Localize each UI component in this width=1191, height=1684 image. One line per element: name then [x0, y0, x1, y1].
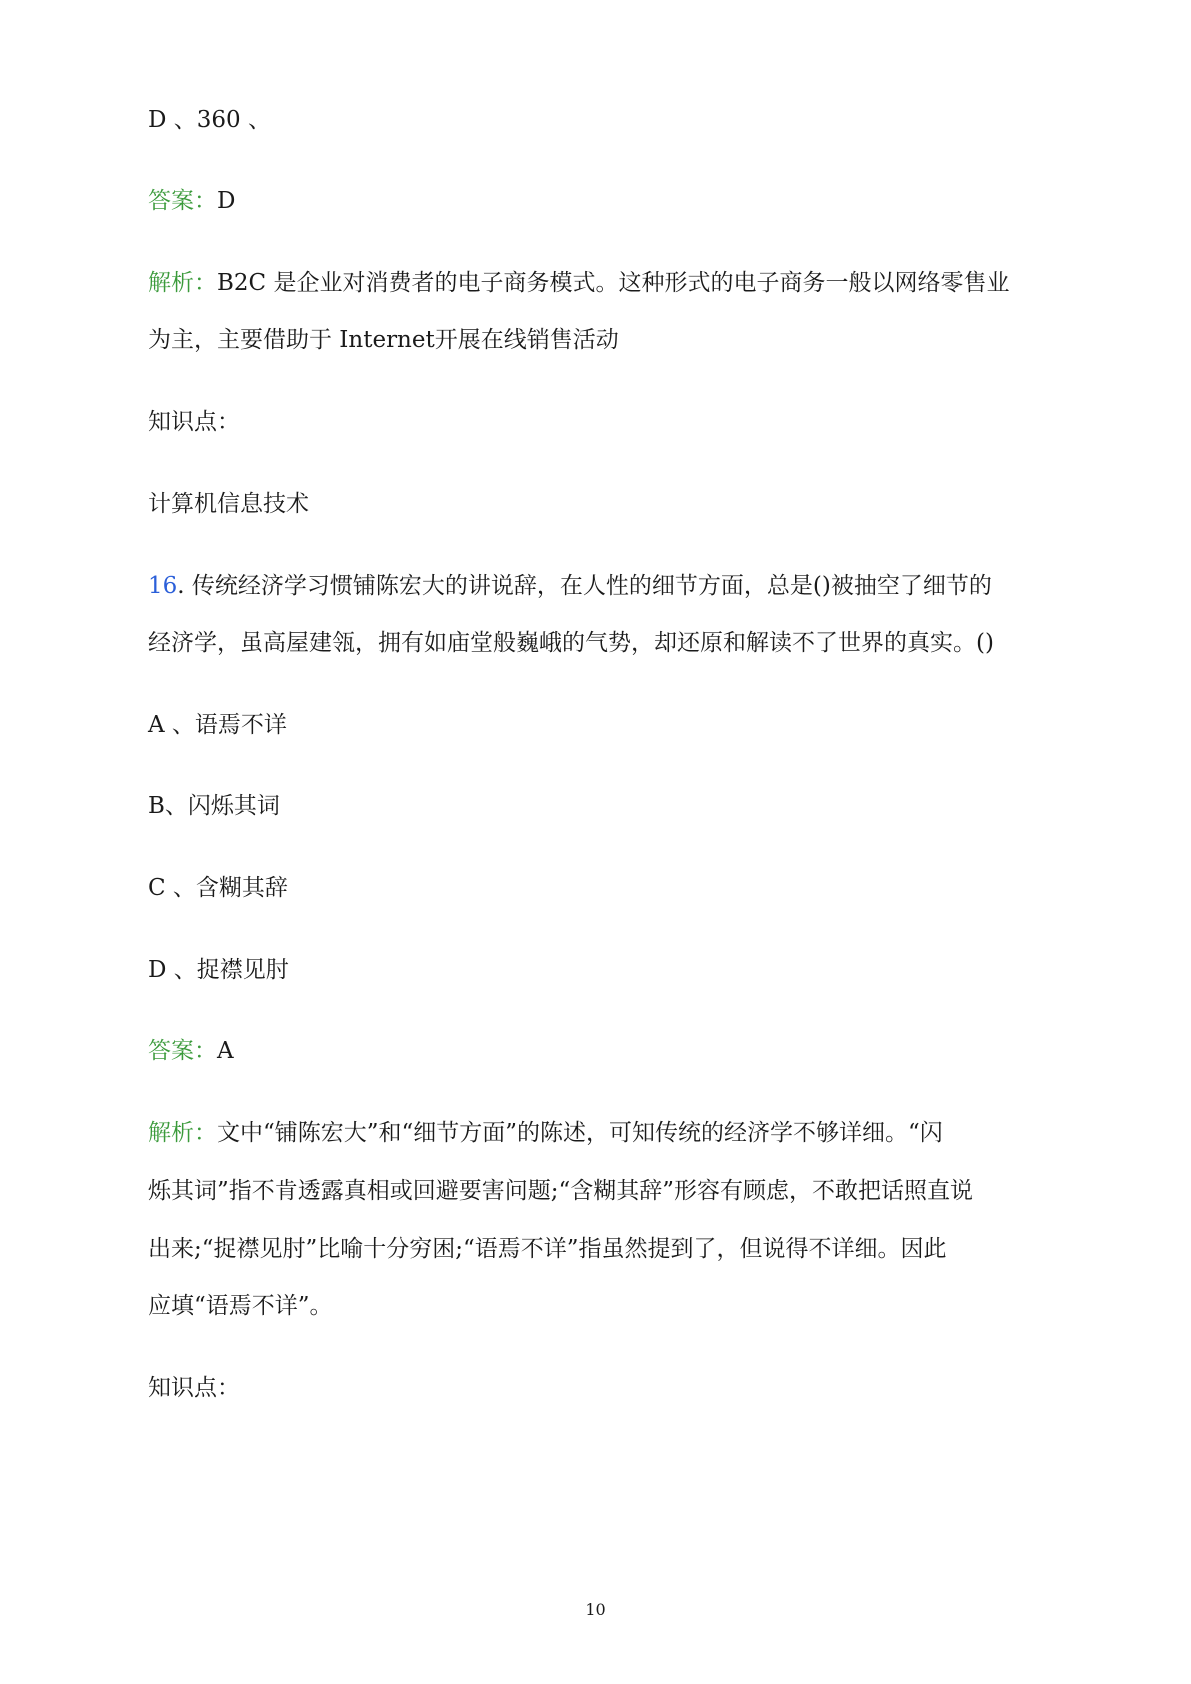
analysis-label: 解析：: [148, 1120, 217, 1146]
question-16-answer: [148, 1036, 1048, 1066]
question-16-analysis-line-1: [148, 1118, 1048, 1148]
question-16-knowledge-label: 知识点：: [148, 1375, 240, 1401]
option-b: B、闪烁其词: [148, 793, 280, 819]
question-16-analysis-line-4: 应填“语焉不详”。: [148, 1293, 333, 1319]
answer-value: D: [217, 188, 236, 214]
prev-option-d: D 、360 、: [148, 107, 271, 133]
analysis-label: 解析：: [148, 270, 217, 296]
page-number: 10: [585, 1600, 606, 1619]
option-c: C 、含糊其辞: [148, 875, 288, 901]
analysis-text: 文中“铺陈宏大”和“细节方面”的陈述，可知传统的经济学不够详细。“闪: [217, 1120, 943, 1146]
question-stem-text: 传统经济学习惯铺陈宏大的讲说辞，在人性的细节方面，总是()被抽空了细节的: [184, 573, 992, 599]
prev-knowledge-value: 计算机信息技术: [148, 491, 309, 517]
question-number-separator: .: [177, 573, 185, 599]
question-16-stem-line-2: 经济学，虽高屋建瓴，拥有如庙堂般巍峨的气势，却还原和解读不了世界的真实。(): [148, 630, 994, 656]
option-d: D 、捉襟见肘: [148, 957, 289, 983]
question-number: 16: [148, 573, 178, 599]
question-16-analysis-line-3: 出来;“捉襟见肘”比喻十分穷困;“语焉不详”指虽然提到了，但说得不详细。因此: [148, 1236, 947, 1262]
option-a: A 、语焉不详: [148, 712, 287, 738]
prev-answer: [148, 186, 1048, 216]
answer-label: 答案：: [148, 188, 217, 214]
answer-value: A: [217, 1038, 234, 1064]
prev-analysis-line-2: 为主，主要借助于 Internet开展在线销售活动: [148, 327, 619, 353]
prev-analysis-line-1: [148, 268, 1048, 298]
prev-knowledge-label: 知识点：: [148, 409, 240, 435]
analysis-text: B2C 是企业对消费者的电子商务模式。这种形式的电子商务一般以网络零售业: [217, 270, 1010, 296]
question-16-stem-line-1: [148, 571, 1048, 601]
answer-label: 答案：: [148, 1038, 217, 1064]
question-16-analysis-line-2: 烁其词”指不肯透露真相或回避要害问题;“含糊其辞”形容有顾虑，不敢把话照直说: [148, 1178, 974, 1204]
